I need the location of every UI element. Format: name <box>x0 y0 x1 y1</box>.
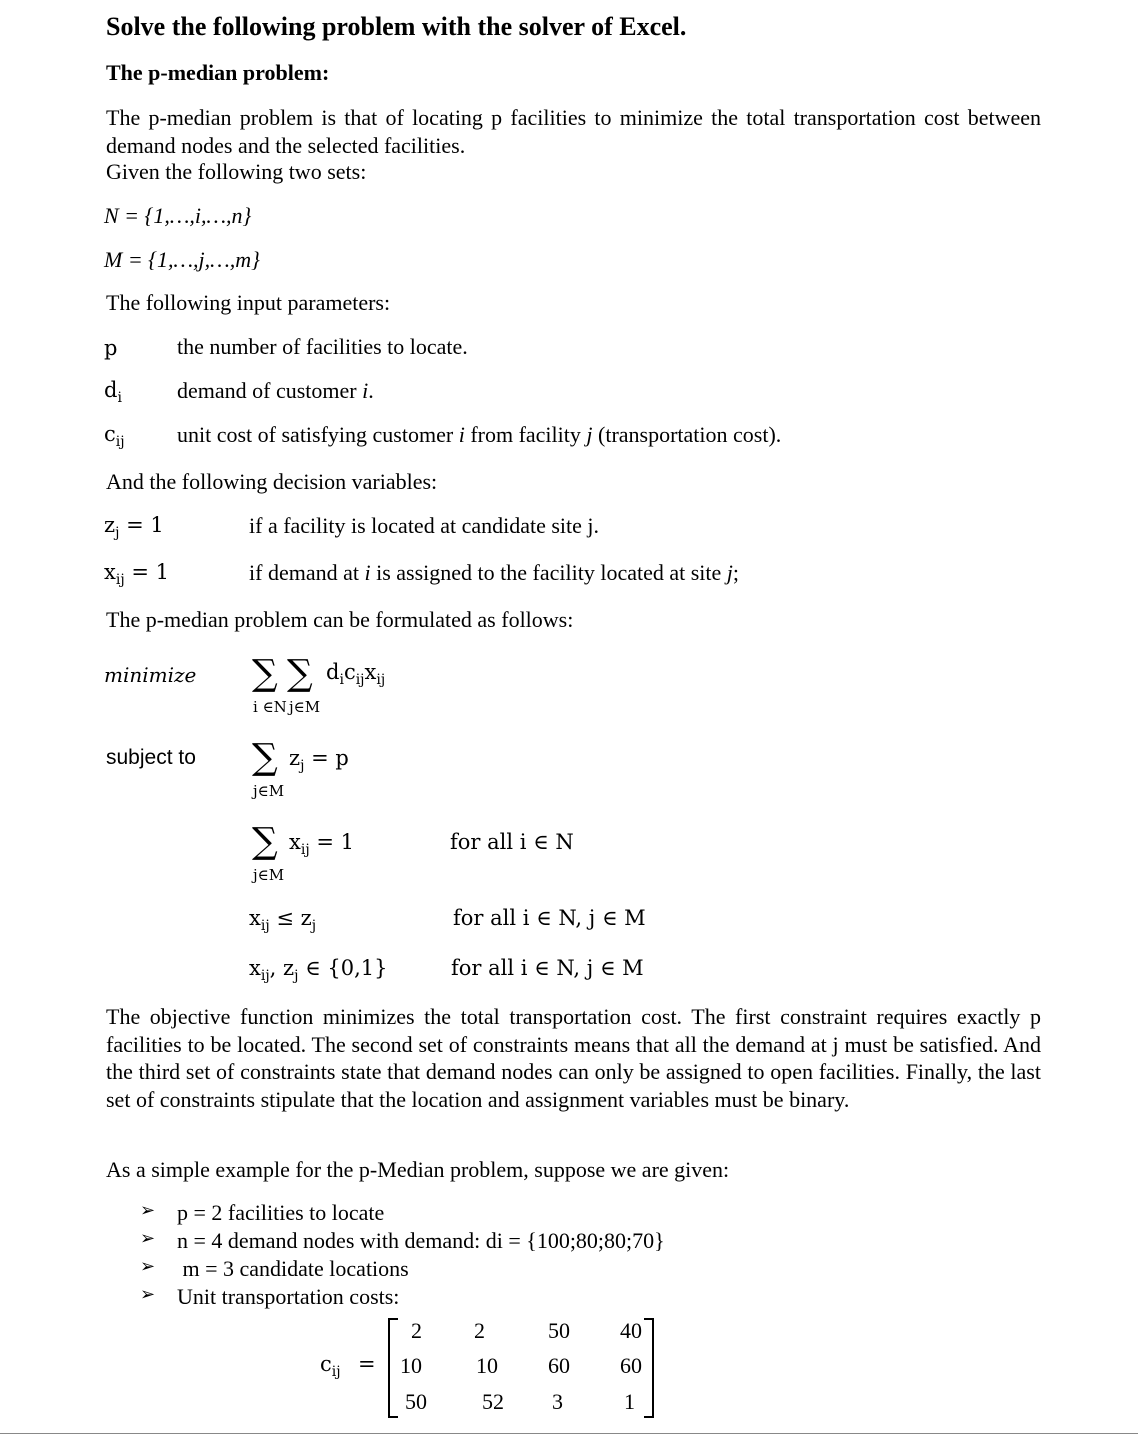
set-n: N = {1,…,i,…,n} <box>104 203 252 228</box>
subject-to-label: subject to <box>106 746 196 769</box>
sum-symbol-j: ∑ <box>287 653 313 694</box>
c3-condition: for all i ∈ N, j ∈ M <box>453 906 646 930</box>
arrow-bullet-icon: ➢ <box>140 1200 156 1221</box>
matrix-cell: 10 <box>400 1353 422 1378</box>
formulation-heading: The p-median problem can be formulated as follows: <box>106 607 574 632</box>
sum-index-i: i ∈N <box>253 698 287 716</box>
c2-sum-index: j∈M <box>253 866 285 884</box>
param-c-symbol: $c_{ij}$ <box>104 422 125 450</box>
arrow-bullet-icon: ➢ <box>140 1228 156 1249</box>
param-c-desc: unit cost of satisfying customer i from facility j (transportation cost). <box>177 422 782 447</box>
example-heading: As a simple example for the p-Median problem, suppose we are given: <box>106 1157 730 1182</box>
param-d-desc: demand of customer i. <box>177 378 374 403</box>
explanation-paragraph: The objective function minimizes the total transportation cost. The first constraint requires exactly p facilities to be located. The second set of constraints means that all the demand at j must be satisfied. And the third set of constraints state that demand nodes can only be assigned to open facilities. Finally, the last set of constraints stipulate that the location and assignment variables must be binary. <box>106 1004 1041 1112</box>
objective-term: $d_ic_{ij}x_{ij}$ <box>326 660 386 688</box>
matrix-cell: 2 <box>411 1318 422 1343</box>
page-title: Solve the following problem with the solver of Excel. <box>106 12 687 41</box>
arrow-bullet-icon: ➢ <box>140 1284 156 1305</box>
param-p-desc: the number of facilities to locate. <box>177 334 468 359</box>
page-bottom-rule <box>0 1433 1138 1434</box>
c3-expression: $x_{ij} \le z_j$ <box>249 906 317 934</box>
c4-condition: for all i ∈ N, j ∈ M <box>451 956 644 980</box>
set-m: M = {1,…,j,…,m} <box>104 247 260 272</box>
matrix-cell: 60 <box>548 1353 570 1378</box>
matrix-cell: 2 <box>474 1318 485 1343</box>
arrow-bullet-icon: ➢ <box>140 1256 156 1277</box>
matrix-cell: 60 <box>620 1353 642 1378</box>
param-d-symbol: $d_i$ <box>104 378 122 406</box>
section-heading: The p-median problem: <box>106 60 330 85</box>
c1-expression: $z_j = p$ <box>289 746 349 774</box>
vars-heading: And the following decision variables: <box>106 469 438 494</box>
matrix-cell: 50 <box>548 1318 570 1343</box>
matrix-cell: 10 <box>476 1353 498 1378</box>
matrix-cell: 3 <box>552 1389 563 1414</box>
matrix-cell: 40 <box>620 1318 642 1343</box>
minimize-label: minimize <box>104 663 197 687</box>
c2-sum-symbol: ∑ <box>252 821 278 862</box>
c4-expression: $x_{ij}$, $z_j$ ∈ {0,1} <box>249 956 388 984</box>
matrix-cell: 52 <box>482 1389 504 1414</box>
c2-expression: $x_{ij} = 1$ <box>289 830 354 858</box>
param-p-symbol: p <box>104 336 118 360</box>
bullet-item: ➢ p = 2 facilities to locate <box>140 1200 385 1225</box>
c1-sum-index: j∈M <box>253 782 285 800</box>
bullet-item: ➢ m = 3 candidate locations <box>140 1256 409 1281</box>
bullet-item: ➢ Unit transportation costs: <box>140 1284 400 1309</box>
given-line: Given the following two sets: <box>106 159 367 184</box>
sum-index-j: j∈M <box>289 698 321 716</box>
c2-condition: for all i ∈ N <box>450 830 574 854</box>
intro-paragraph: The p-median problem is that of locating p facilities to minimize the total transportation cost between demand nodes and the selected facilities. <box>106 105 1041 158</box>
matrix-right-bracket <box>644 1318 654 1418</box>
matrix-cell: 50 <box>405 1389 427 1414</box>
var-z: $z_j = 1$ <box>104 513 164 541</box>
matrix-label: $c_{ij}$ <box>320 1352 341 1380</box>
params-heading: The following input parameters: <box>106 290 391 315</box>
bullet-item: ➢ n = 4 demand nodes with demand: di = {100;80;80;70} <box>140 1228 665 1253</box>
sum-symbol-i: ∑ <box>252 653 278 694</box>
var-x: $x_{ij} = 1$ <box>104 560 169 588</box>
c1-sum-symbol: ∑ <box>252 737 278 778</box>
matrix-cell: 1 <box>624 1389 635 1414</box>
var-z-desc: if a facility is located at candidate site j. <box>249 513 600 538</box>
var-x-desc: if demand at i is assigned to the facility located at site j; <box>249 560 740 585</box>
matrix-equals: = <box>358 1352 376 1376</box>
